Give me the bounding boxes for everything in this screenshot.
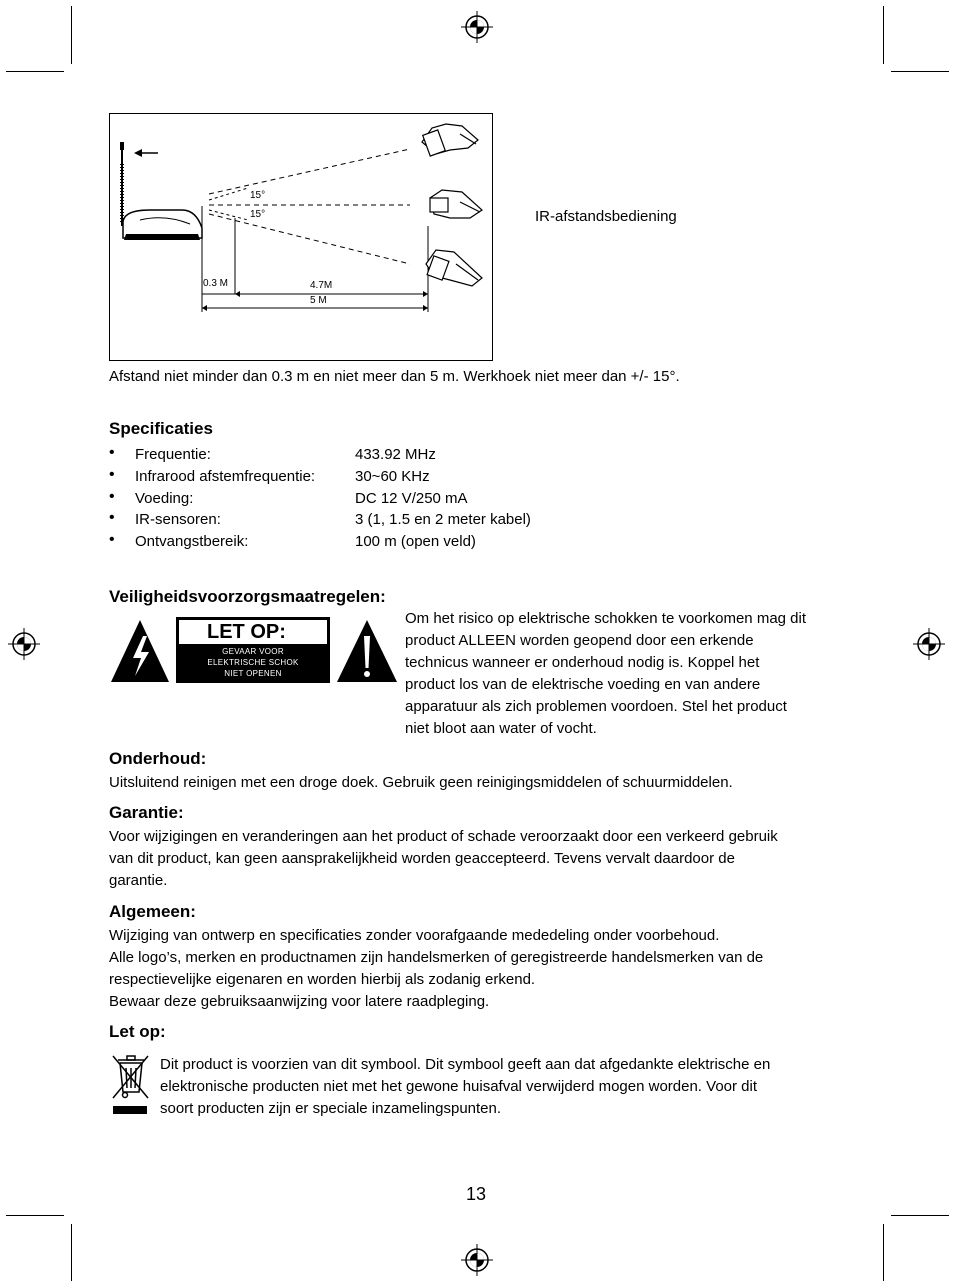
note-line: elektronische producten niet met het gewone huisafval verwijderd mogen worden. Voor dit: [160, 1078, 758, 1095]
electric-shock-warning-icon: [109, 618, 171, 684]
distance-label-max: 5 M: [310, 295, 327, 306]
note-line: soort producten zijn er speciale inzamelingspunten.: [160, 1100, 502, 1117]
note-line: Dit product is voorzien van dit symbool. Dit symbool geeft aan dat afgedankte elektrische en: [160, 1056, 771, 1073]
spec-label: Infrarood afstemfrequentie:: [135, 468, 316, 485]
bullet: •: [109, 509, 115, 526]
spec-label: Voeding:: [135, 490, 194, 507]
warranty-heading: Garantie:: [109, 803, 184, 822]
safety-line: product los van de elektrische voeding en van andere: [405, 676, 761, 693]
weee-crossed-bin-icon: [110, 1054, 150, 1116]
warning-line: NIET OPENEN: [224, 669, 282, 678]
bullet: •: [109, 488, 115, 505]
distance-label-min: 0.3 M: [203, 278, 229, 289]
diagram-caption: IR-afstandsbediening: [535, 208, 677, 225]
angle-label-bottom: 15°: [250, 209, 266, 220]
warranty-text: [109, 826, 778, 892]
note-text: [160, 1054, 770, 1120]
registration-mark-icon: [7, 627, 41, 661]
crop-mark: [883, 1224, 884, 1281]
warranty-line: van dit product, kan geen aansprakelijkheid worden geaccepteerd. Tevens vervalt daardoor de: [109, 850, 735, 867]
warranty-line: garantie.: [109, 872, 168, 889]
warning-line: ELEKTRISCHE SCHOK: [207, 658, 299, 667]
bullet: •: [109, 531, 115, 548]
safety-line: product ALLEEN worden geopend door een erkende: [405, 632, 754, 649]
crop-mark: [71, 6, 72, 64]
general-line: Alle logo’s, merken en productnamen zijn handelsmerken of geregistreerde handelsmerken van de: [109, 949, 764, 966]
crop-mark: [6, 1215, 64, 1216]
spec-label: Ontvangstbereik:: [135, 533, 249, 550]
maintenance-heading: Onderhoud:: [109, 749, 207, 768]
spec-value: 100 m (open veld): [355, 533, 476, 550]
spec-value: DC 12 V/250 mA: [355, 490, 468, 507]
specs-heading: Specificaties: [109, 419, 213, 438]
safety-line: Om het risico op elektrische schokken te voorkomen mag dit: [405, 610, 807, 627]
general-line: respectievelijke eigenaren en worden hierbij als zodanig erkend.: [109, 971, 536, 988]
warning-line: GEVAAR VOOR: [222, 647, 284, 656]
spec-value: 30~60 KHz: [355, 468, 430, 485]
safety-line: niet bloot aan water of vocht.: [405, 720, 597, 737]
spec-value: 3 (1, 1.5 en 2 meter kabel): [355, 511, 531, 528]
bullet: •: [109, 466, 115, 483]
safety-line: apparatuur als zich problemen voordoen. Stel het product: [405, 698, 787, 715]
general-text: [109, 925, 763, 1013]
crop-mark: [883, 6, 884, 64]
distance-label-range: 4.7M: [310, 280, 333, 291]
spec-value: 433.92 MHz: [355, 446, 436, 463]
warning-title: LET OP:: [179, 620, 327, 644]
safety-text: [405, 608, 850, 740]
registration-mark-icon: [460, 10, 494, 44]
crop-mark: [891, 71, 949, 72]
distance-note: Afstand niet minder dan 0.3 m en niet meer dan 5 m. Werkhoek niet meer dan +/- 15°.: [109, 368, 680, 385]
page-number: 13: [466, 1184, 487, 1204]
bullet: •: [109, 444, 115, 461]
exclamation-warning-icon: [335, 618, 399, 684]
ir-range-diagram: [109, 113, 493, 361]
safety-heading: Veiligheidsvoorzorgsmaatregelen:: [109, 587, 386, 606]
note-heading: Let op:: [109, 1022, 166, 1041]
registration-mark-icon: [912, 627, 946, 661]
crop-mark: [891, 1215, 949, 1216]
crop-mark: [71, 1224, 72, 1281]
general-line: Wijziging van ontwerp en specificaties zonder voorafgaande mededeling onder voorbehoud.: [109, 927, 720, 944]
warning-label: [176, 617, 330, 683]
maintenance-text: Uitsluitend reinigen met een droge doek. Gebruik geen reinigingsmiddelen of schuurmiddelen.: [109, 774, 733, 791]
angle-label-top: 15°: [250, 190, 266, 201]
safety-line: technicus wanneer er onderhoud nodig is. Koppel het: [405, 654, 760, 671]
spec-label: IR-sensoren:: [135, 511, 221, 528]
warranty-line: Voor wijzigingen en veranderingen aan het product of schade veroorzaakt door een verkeerd gebruik: [109, 828, 778, 845]
crop-mark: [6, 71, 64, 72]
general-heading: Algemeen:: [109, 902, 196, 921]
general-line: Bewaar deze gebruiksaanwijzing voor latere raadpleging.: [109, 993, 490, 1010]
spec-label: Frequentie:: [135, 446, 211, 463]
registration-mark-icon: [460, 1243, 494, 1277]
